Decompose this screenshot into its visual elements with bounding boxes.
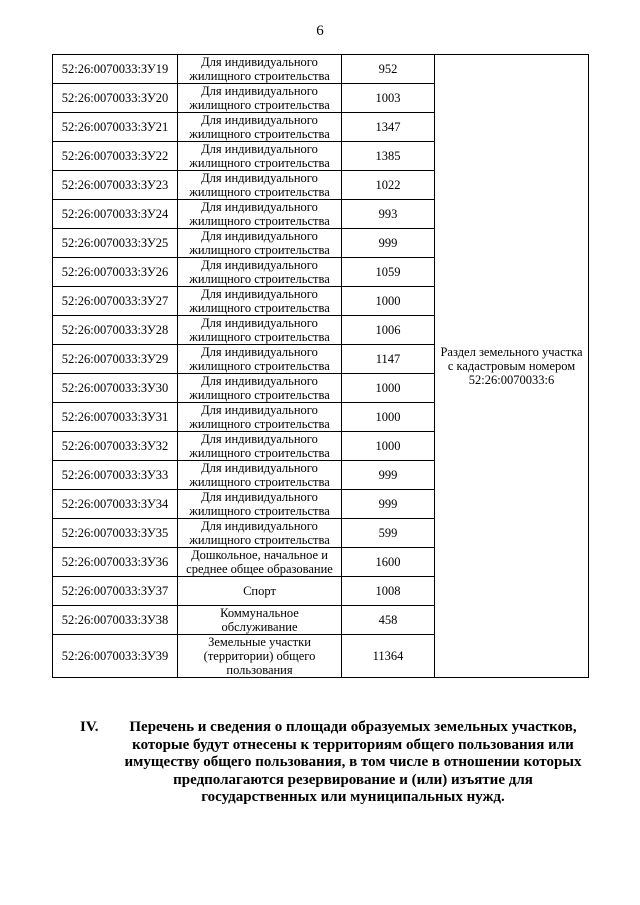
area-cell: 999 [342,490,435,519]
cadastral-number-cell: 52:26:0070033:ЗУ36 [53,548,178,577]
permitted-use-cell: Для индивидуального жилищного строительства [178,287,342,316]
cadastral-number-cell: 52:26:0070033:ЗУ19 [53,55,178,84]
cadastral-number-cell: 52:26:0070033:ЗУ37 [53,577,178,606]
permitted-use-cell: Для индивидуального жилищного строительства [178,519,342,548]
permitted-use-cell: Для индивидуального жилищного строительства [178,113,342,142]
area-cell: 993 [342,200,435,229]
permitted-use-cell: Для индивидуального жилищного строительства [178,432,342,461]
area-cell: 458 [342,606,435,635]
permitted-use-cell: Для индивидуального жилищного строительства [178,345,342,374]
formation-method-cell: Раздел земельного участка с кадастровым номером 52:26:0070033:6 [435,55,589,678]
permitted-use-cell: Для индивидуального жилищного строительства [178,374,342,403]
permitted-use-cell: Для индивидуального жилищного строительства [178,461,342,490]
permitted-use-cell: Для индивидуального жилищного строительства [178,200,342,229]
cadastral-number-cell: 52:26:0070033:ЗУ22 [53,142,178,171]
area-cell: 11364 [342,635,435,678]
permitted-use-cell: Для индивидуального жилищного строительства [178,171,342,200]
area-cell: 1022 [342,171,435,200]
cadastral-number-cell: 52:26:0070033:ЗУ33 [53,461,178,490]
area-cell: 1147 [342,345,435,374]
cadastral-number-cell: 52:26:0070033:ЗУ20 [53,84,178,113]
permitted-use-cell: Для индивидуального жилищного строительства [178,490,342,519]
cadastral-number-cell: 52:26:0070033:ЗУ35 [53,519,178,548]
cadastral-number-cell: 52:26:0070033:ЗУ26 [53,258,178,287]
section-title: Перечень и сведения о площади образуемых земельных участков, которые будут отнесены к территориям общего пользования или имуществу общего пользования, в том числе в отношении которых предполагаются резервирование и (или) изъятие для государственных или муниципальных нужд. [124,719,582,805]
area-cell: 952 [342,55,435,84]
permitted-use-cell: Для индивидуального жилищного строительства [178,403,342,432]
cadastral-number-cell: 52:26:0070033:ЗУ38 [53,606,178,635]
area-cell: 1600 [342,548,435,577]
permitted-use-cell: Для индивидуального жилищного строительства [178,142,342,171]
cadastral-number-cell: 52:26:0070033:ЗУ34 [53,490,178,519]
area-cell: 599 [342,519,435,548]
permitted-use-cell: Для индивидуального жилищного строительства [178,258,342,287]
cadastral-number-cell: 52:26:0070033:ЗУ30 [53,374,178,403]
area-cell: 1000 [342,287,435,316]
area-cell: 1385 [342,142,435,171]
section-heading [80,719,590,807]
permitted-use-cell: Земельные участки (территории) общего пользования [178,635,342,678]
permitted-use-cell: Спорт [178,577,342,606]
permitted-use-cell: Для индивидуального жилищного строительства [178,84,342,113]
cadastral-number-cell: 52:26:0070033:ЗУ23 [53,171,178,200]
cadastral-number-cell: 52:26:0070033:ЗУ39 [53,635,178,678]
area-cell: 999 [342,229,435,258]
cadastral-number-cell: 52:26:0070033:ЗУ29 [53,345,178,374]
area-cell: 1000 [342,403,435,432]
permitted-use-cell: Дошкольное, начальное и среднее общее образование [178,548,342,577]
area-cell: 999 [342,461,435,490]
page-number: 6 [316,23,324,39]
cadastral-number-cell: 52:26:0070033:ЗУ32 [53,432,178,461]
area-cell: 1003 [342,84,435,113]
area-cell: 1059 [342,258,435,287]
area-cell: 1008 [342,577,435,606]
cadastral-number-cell: 52:26:0070033:ЗУ24 [53,200,178,229]
table-row [53,55,589,84]
cadastral-number-cell: 52:26:0070033:ЗУ21 [53,113,178,142]
area-cell: 1347 [342,113,435,142]
permitted-use-cell: Для индивидуального жилищного строительства [178,229,342,258]
permitted-use-cell: Для индивидуального жилищного строительства [178,55,342,84]
area-cell: 1006 [342,316,435,345]
permitted-use-cell: Для индивидуального жилищного строительства [178,316,342,345]
cadastral-number-cell: 52:26:0070033:ЗУ27 [53,287,178,316]
land-plots-table [52,54,589,678]
cadastral-number-cell: 52:26:0070033:ЗУ31 [53,403,178,432]
section-number: IV. [80,719,99,735]
area-cell: 1000 [342,432,435,461]
cadastral-number-cell: 52:26:0070033:ЗУ28 [53,316,178,345]
cadastral-number-cell: 52:26:0070033:ЗУ25 [53,229,178,258]
permitted-use-cell: Коммунальное обслуживание [178,606,342,635]
area-cell: 1000 [342,374,435,403]
